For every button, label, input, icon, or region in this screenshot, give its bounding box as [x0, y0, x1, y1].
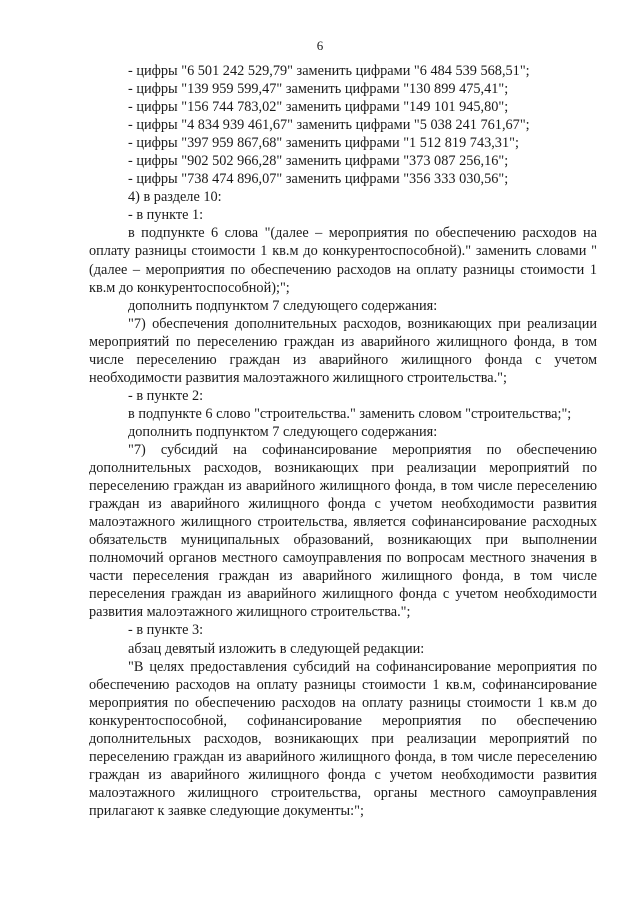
replace-line-4: - цифры "4 834 939 461,67" заменить цифрами "5 038 241 761,67";	[128, 117, 530, 134]
point-3-paragraph-9-intro: абзац девятый изложить в следующей редакции:	[128, 640, 425, 657]
point-2-subpoint-7-text: "7) субсидий на софинансирование мероприятия по обеспечению дополнительных расходов, возникающих при реализации мероприятий по переселению граждан из аварийного жилищного фонда, в том числе переселению граждан из аварийного жилищного фонда с учетом необходимости развития малоэтажного жилищного строительства, является софинансирование расходных обязательств муниципальных образований, возникающих при выполнении полномочий органов местного самоуправления по вопросам местного значения в части переселения граждан из аварийного жилищного фонда, в том числе переселения граждан из аварийного жилищного фонда с учетом необходимости развития малоэтажного жилищного строительства.";	[89, 441, 597, 621]
replace-line-6: - цифры "902 502 966,28" заменить цифрами "373 087 256,16";	[128, 153, 509, 170]
point-1-subpoint-6-paragraph: в подпункте 6 слова "(далее – мероприятия по обеспечению расходов на оплату разницы стоимости 1 кв.м до конкурентоспособной)." заменить словами "(далее – мероприятия по обеспечению расходов на оплату разницы стоимости 1 кв.м до конкурентоспособной);";	[89, 225, 597, 296]
point-2-subpoint-6-paragraph: в подпункте 6 слово "строительства." заменить словом "строительства;";	[128, 405, 572, 422]
replace-line-7: - цифры "738 474 896,07" заменить цифрами "356 333 030,56";	[128, 171, 509, 188]
point-2-heading: - в пункте 2:	[128, 387, 204, 404]
page-number: 6	[316, 38, 324, 53]
point-1-heading: - в пункте 1:	[128, 207, 204, 224]
point-1-subpoint-7-text: "7) обеспечения дополнительных расходов, возникающих при реализации мероприятий по переселению граждан из аварийного жилищного фонда, в том числе переселению граждан из аварийного жилищного фонда с учетом необходимости развития малоэтажного жилищного строительства.";	[89, 315, 597, 386]
point-1-add-subpoint-7-intro: дополнить подпунктом 7 следующего содержания:	[128, 297, 438, 314]
point-3-heading: - в пункте 3:	[128, 622, 204, 639]
replace-line-2: - цифры "139 959 599,47" заменить цифрами "130 899 475,41";	[128, 81, 509, 98]
replace-line-5: - цифры "397 959 867,68" заменить цифрами "1 512 819 743,31";	[128, 135, 519, 152]
document-body	[89, 62, 597, 820]
section-10-heading: 4) в разделе 10:	[128, 189, 222, 206]
point-3-paragraph-9-text: "В целях предоставления субсидий на софинансирование мероприятия по обеспечению расходов на оплату разницы стоимости 1 кв.м, софинансирование мероприятия по обеспечению расходов на оплату разницы стоимости 1 кв.м до конкурентоспособной, софинансирование мероприятия по обеспечению дополнительных расходов, возникающих при реализации мероприятий по переселению граждан из аварийного жилищного фонда, в том числе переселению граждан из аварийного жилищного фонда с учетом необходимости развития малоэтажного жилищного строительства, органы местного самоуправления прилагают к заявке следующие документы:";	[89, 658, 597, 819]
replace-line-3: - цифры "156 744 783,02" заменить цифрами "149 101 945,80";	[128, 99, 509, 116]
point-2-add-subpoint-7-intro: дополнить подпунктом 7 следующего содержания:	[128, 423, 438, 440]
replace-line-1: - цифры "6 501 242 529,79" заменить цифрами "6 484 539 568,51";	[128, 63, 530, 79]
